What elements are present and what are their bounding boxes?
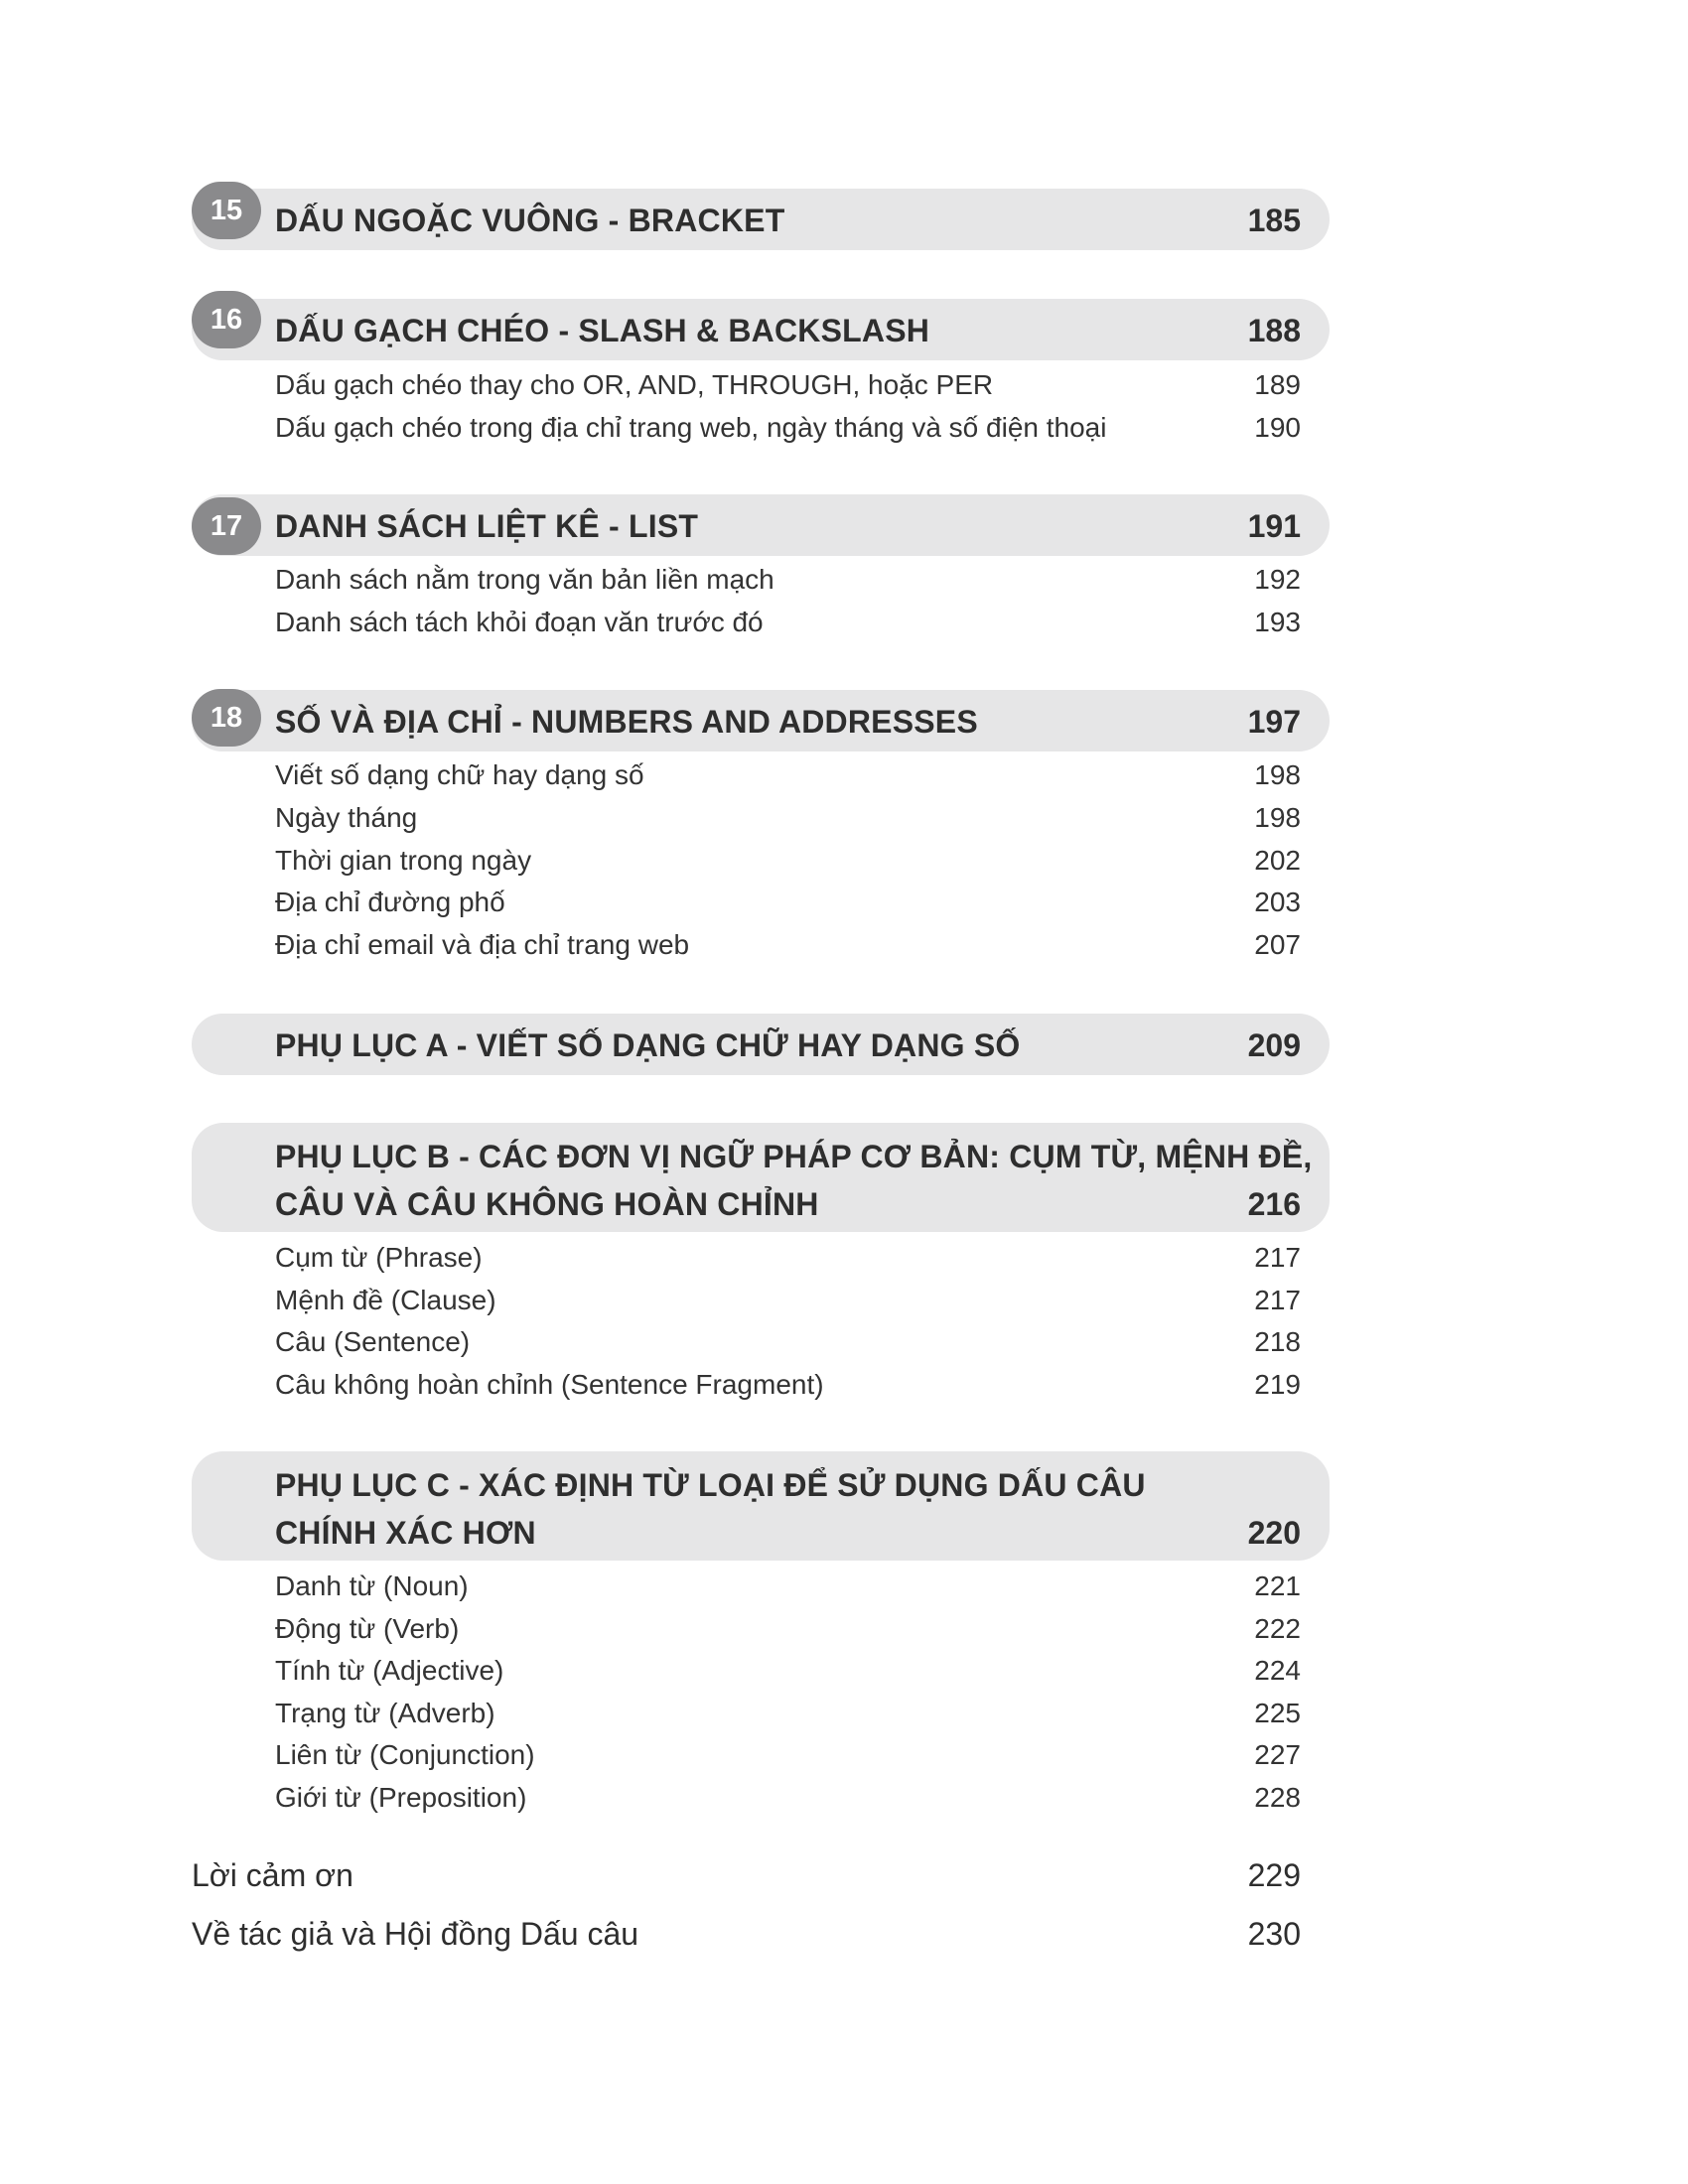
section-page: 224 [1254, 1655, 1301, 1686]
section-page: 222 [1254, 1613, 1301, 1644]
section-page: 227 [1254, 1739, 1301, 1770]
section-page: 198 [1254, 759, 1301, 790]
section-title[interactable]: Địa chỉ đường phố [275, 887, 505, 917]
section-page: 225 [1254, 1698, 1301, 1728]
section-page: 192 [1254, 564, 1301, 595]
section-page: 193 [1254, 607, 1301, 637]
appendix-title[interactable]: PHỤ LỤC A - VIẾT SỐ DẠNG CHỮ HAY DẠNG SỐ [275, 1027, 1021, 1063]
chapter-page: 185 [1247, 203, 1301, 238]
chapter-page: 197 [1247, 704, 1301, 740]
section-title[interactable]: Tính từ (Adjective) [275, 1655, 504, 1686]
chapter-page: 191 [1247, 508, 1301, 544]
section-title[interactable]: Trạng từ (Adverb) [275, 1698, 495, 1728]
section-title[interactable]: Dấu gạch chéo thay cho OR, AND, THROUGH, hoặc PER [275, 369, 994, 400]
section-title[interactable]: Dấu gạch chéo trong địa chỉ trang web, ngày tháng và số điện thoại [275, 412, 1107, 443]
section-page: 189 [1254, 369, 1301, 400]
section-page: 203 [1254, 887, 1301, 917]
section-title[interactable]: Viết số dạng chữ hay dạng số [275, 759, 644, 790]
section-title[interactable]: Ngày tháng [275, 802, 418, 833]
chapter-title[interactable]: DẤU NGOẶC VUÔNG - BRACKET [275, 203, 785, 238]
section-title[interactable]: Câu (Sentence) [275, 1326, 471, 1357]
appendix-page: 220 [1247, 1515, 1301, 1551]
chapter-page: 188 [1247, 313, 1301, 348]
section-page: 198 [1254, 802, 1301, 833]
section-page: 228 [1254, 1782, 1301, 1813]
section-page: 217 [1254, 1242, 1301, 1273]
section-page: 219 [1254, 1369, 1301, 1400]
chapter-number-badge: 18 [192, 689, 261, 747]
section-page: 190 [1254, 412, 1301, 443]
section-title[interactable]: Động từ (Verb) [275, 1613, 460, 1644]
section-title[interactable]: Danh sách nằm trong văn bản liền mạch [275, 564, 774, 595]
appendix-title-line-1[interactable]: PHỤ LỤC C - XÁC ĐỊNH TỪ LOẠI ĐỂ SỬ DỤNG DẤU CÂU [275, 1467, 1146, 1503]
chapter-number-badge: 15 [192, 182, 261, 239]
appendix-title-line-2[interactable]: CHÍNH XÁC HƠN [275, 1515, 536, 1551]
back-matter-page: 230 [1247, 1916, 1301, 1952]
section-page: 202 [1254, 845, 1301, 876]
back-matter-title[interactable]: Về tác giả và Hội đồng Dấu câu [192, 1916, 639, 1952]
chapter-title[interactable]: DANH SÁCH LIỆT KÊ - LIST [275, 508, 699, 544]
section-page: 217 [1254, 1285, 1301, 1315]
back-matter-page: 229 [1247, 1857, 1301, 1893]
section-page: 221 [1254, 1570, 1301, 1601]
section-title[interactable]: Câu không hoàn chỉnh (Sentence Fragment) [275, 1369, 824, 1400]
section-title[interactable]: Địa chỉ email và địa chỉ trang web [275, 929, 690, 960]
section-title[interactable]: Giới từ (Preposition) [275, 1782, 527, 1813]
section-page: 207 [1254, 929, 1301, 960]
back-matter-title[interactable]: Lời cảm ơn [192, 1857, 353, 1893]
section-title[interactable]: Liên từ (Conjunction) [275, 1739, 535, 1770]
section-title[interactable]: Danh từ (Noun) [275, 1570, 469, 1601]
section-title[interactable]: Danh sách tách khỏi đoạn văn trước đó [275, 607, 764, 637]
chapter-number-badge: 17 [192, 497, 261, 555]
section-title[interactable]: Mệnh đề (Clause) [275, 1285, 496, 1315]
appendix-page: 209 [1247, 1027, 1301, 1063]
section-page: 218 [1254, 1326, 1301, 1357]
chapter-number-badge: 16 [192, 291, 261, 348]
chapter-title[interactable]: DẤU GẠCH CHÉO - SLASH & BACKSLASH [275, 313, 930, 348]
section-title[interactable]: Thời gian trong ngày [275, 845, 532, 876]
section-title[interactable]: Cụm từ (Phrase) [275, 1242, 483, 1273]
appendix-title-line-1[interactable]: PHỤ LỤC B - CÁC ĐƠN VỊ NGỮ PHÁP CƠ BẢN: CỤM TỪ, MỆNH ĐỀ, [275, 1139, 1313, 1174]
appendix-title-line-2[interactable]: CÂU VÀ CÂU KHÔNG HOÀN CHỈNH [275, 1186, 819, 1222]
appendix-page: 216 [1247, 1186, 1301, 1222]
chapter-title[interactable]: SỐ VÀ ĐỊA CHỈ - NUMBERS AND ADDRESSES [275, 704, 978, 740]
